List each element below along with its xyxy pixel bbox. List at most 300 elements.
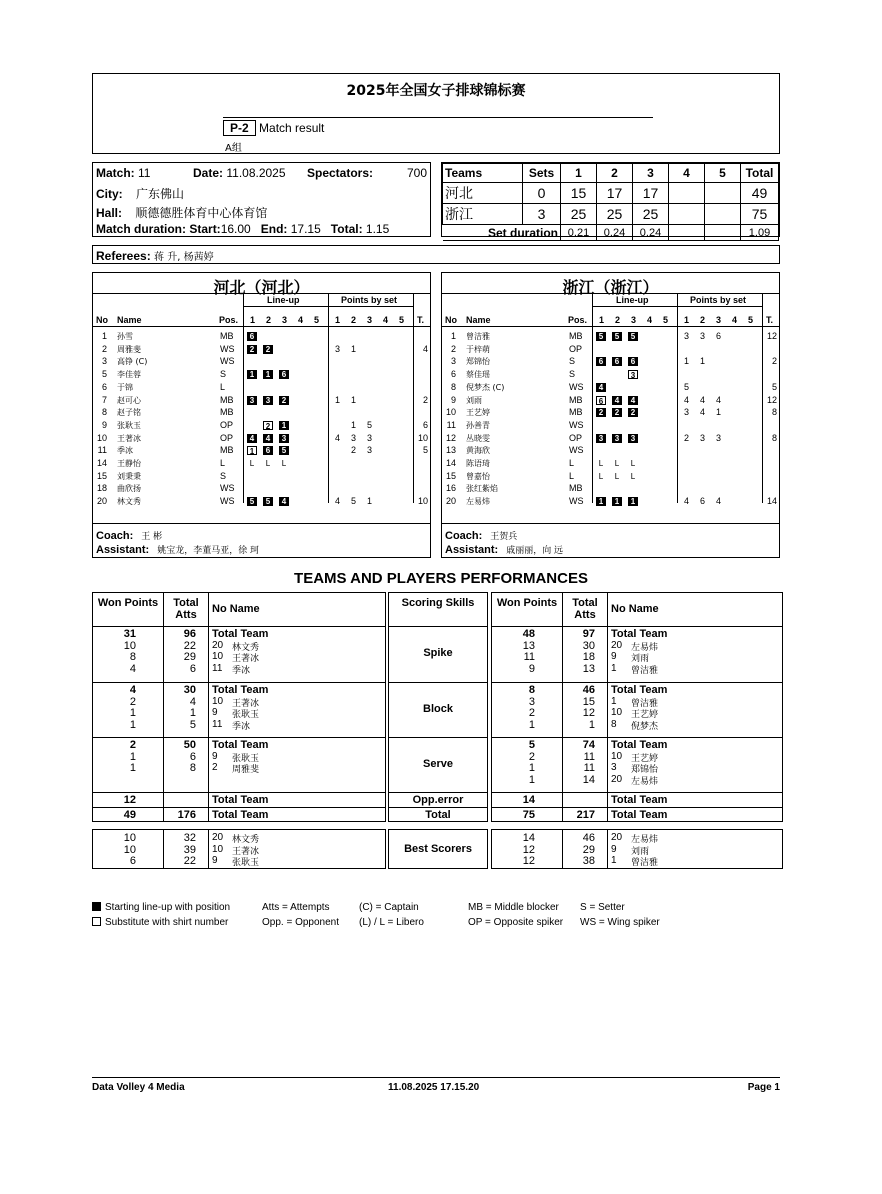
- total-atts: 30: [183, 684, 196, 696]
- player-number: 9: [450, 394, 456, 405]
- col-set2: 2: [597, 164, 633, 183]
- won-points: 2: [129, 695, 136, 708]
- total-atts: 29: [582, 843, 595, 856]
- hall-row: [96, 204, 267, 221]
- col-set5: 5: [705, 164, 741, 183]
- skill-name: Serve: [423, 757, 453, 770]
- total-atts: 13: [582, 662, 595, 675]
- filled-square-icon: [92, 902, 101, 911]
- substitute-number: 6: [596, 396, 606, 405]
- player-number: 20: [445, 496, 456, 507]
- coach-row: [96, 529, 162, 542]
- total-atts: 50: [183, 739, 196, 751]
- start-time: 16.00: [220, 222, 251, 236]
- score-table: [441, 162, 780, 240]
- best-scorers-label: Best Scorers: [404, 843, 472, 855]
- won-points-header: Won Points: [496, 597, 558, 609]
- set-points: 4: [684, 394, 690, 405]
- row-divider: [388, 682, 488, 683]
- player-name: 张耿玉: [232, 710, 260, 720]
- starting-position: 6: [628, 357, 638, 366]
- player-position: S: [220, 470, 227, 481]
- col-teams: Teams: [443, 164, 523, 183]
- total-duration: 1.15: [365, 222, 390, 236]
- set-points: 1: [351, 343, 357, 354]
- won-points: 8: [129, 651, 136, 663]
- tournament-title: 2025年全国女子排球锦标赛: [346, 83, 526, 99]
- won-points: 9: [528, 662, 535, 675]
- assistant-row: [96, 543, 259, 556]
- player-name: 孙雪: [117, 332, 133, 341]
- set5-score: [705, 183, 741, 204]
- player-row: [93, 420, 432, 432]
- starting-position: 4: [596, 383, 606, 392]
- roster-bottom-line: [442, 523, 779, 524]
- starting-position: 1: [279, 421, 289, 430]
- total-atts: 11: [583, 762, 595, 774]
- won-points: 1: [528, 718, 535, 731]
- player-name: 王静怡: [117, 459, 141, 468]
- col-lineup-set: 1: [599, 315, 605, 325]
- roster-divider: [442, 293, 779, 294]
- row-divider: [388, 737, 488, 738]
- player-number: 10: [212, 651, 224, 662]
- legend-starting: [92, 902, 230, 913]
- set-points: 1: [716, 407, 722, 418]
- coach-name: 王 彬: [141, 532, 163, 542]
- won-points: 1: [129, 707, 136, 719]
- set4-score: [669, 204, 705, 225]
- legend-op: OP = Opposite spiker: [468, 917, 564, 928]
- scoring-skills-header: Scoring Skills: [401, 597, 475, 609]
- player-position: L: [569, 458, 575, 468]
- player-total-points: 4: [422, 343, 428, 354]
- set-points: 3: [700, 331, 706, 341]
- total-label: Total:: [330, 222, 363, 236]
- total-team-label: Total Team: [212, 794, 269, 806]
- legend-libero: (L) / L = Libero: [359, 917, 424, 928]
- won-points: 6: [129, 855, 136, 867]
- row-divider: [92, 626, 386, 627]
- player-position: WS: [569, 419, 584, 430]
- starting-position: 5: [612, 332, 622, 341]
- player-number: 3: [450, 356, 456, 367]
- row-divider: [491, 626, 783, 627]
- assistant-names: 戚丽丽，向 远: [506, 546, 564, 556]
- starting-position: 3: [628, 434, 638, 443]
- player-number: 1: [611, 695, 617, 707]
- player-row: [442, 458, 781, 470]
- set-points: 4: [700, 407, 706, 418]
- player-number: 5: [101, 369, 107, 380]
- set2-score: 25: [597, 204, 633, 225]
- starting-position: 6: [279, 370, 289, 379]
- starting-position: 2: [612, 408, 622, 417]
- match-number: 11: [138, 166, 151, 180]
- won-points: 1: [528, 773, 535, 786]
- player-name: 郑锦怡: [466, 357, 490, 367]
- player-number: 20: [611, 639, 623, 651]
- player-position: L: [569, 470, 575, 481]
- starting-position: 1: [247, 370, 257, 379]
- player-name: 刘雨: [631, 654, 650, 664]
- score-row-teamB: [443, 204, 779, 225]
- col-lineup-set: 4: [647, 315, 653, 325]
- match-date-row: [193, 166, 286, 180]
- total-team-label: Total Team: [611, 809, 668, 821]
- column-divider: [208, 829, 209, 869]
- player-name: 左易炜: [631, 642, 659, 653]
- player-name: 曾嘉怡: [466, 471, 490, 481]
- report-name: Match result: [259, 121, 325, 135]
- col-points-set: 4: [732, 315, 738, 325]
- player-row: [442, 471, 781, 483]
- city-row: [96, 185, 184, 202]
- col-no: No: [445, 315, 457, 325]
- player-name: 曲欣扬: [117, 484, 141, 494]
- set-points: 4: [700, 394, 706, 405]
- row-divider: [92, 682, 386, 683]
- player-number: 10: [611, 750, 623, 762]
- player-number: 12: [445, 432, 456, 443]
- player-name: 张红紫焰: [466, 484, 498, 494]
- total-atts: 6: [189, 662, 196, 675]
- duration-label: Match duration:: [96, 222, 186, 236]
- player-number: 20: [212, 639, 224, 651]
- spectators-value: 700: [406, 166, 427, 180]
- total-atts: 12: [582, 707, 595, 719]
- col-points-set: 1: [684, 315, 690, 325]
- points-by-set-header: Points by set: [690, 295, 747, 305]
- won-points: 2: [129, 739, 136, 751]
- player-number: 2: [212, 762, 218, 773]
- lineup-header: Line-up: [267, 295, 300, 305]
- player-total-points: 14: [766, 496, 777, 507]
- player-row: [93, 471, 432, 483]
- starting-position: 2: [279, 396, 289, 405]
- col-lineup-set: 1: [250, 315, 256, 325]
- player-row: [93, 483, 432, 495]
- col-points-set: 2: [700, 315, 706, 325]
- row-divider: [491, 682, 783, 683]
- starting-position: 5: [263, 497, 273, 506]
- set-points: 6: [716, 331, 722, 341]
- spectators-row: [307, 166, 373, 180]
- assistant-label: Assistant:: [96, 544, 150, 556]
- player-number: 9: [212, 707, 218, 718]
- col-points-set: 2: [351, 315, 357, 325]
- starting-position: 3: [612, 434, 622, 443]
- player-name: 曾洁雅: [631, 858, 659, 868]
- referees-label: Referees:: [96, 249, 151, 263]
- end-time: 17.15: [290, 222, 321, 236]
- player-name: 王艺婷: [466, 408, 490, 418]
- total-atts: 46: [582, 832, 595, 844]
- referees-value: 蒋 升, 杨茜婷: [154, 252, 214, 263]
- starting-position: 4: [263, 434, 273, 443]
- match-number-row: [96, 166, 150, 180]
- col-pos: Pos.: [568, 315, 588, 325]
- team-name: 河北: [443, 183, 523, 204]
- player-position: S: [220, 369, 227, 380]
- player-name: 于锦: [117, 382, 133, 392]
- set4-duration: [669, 225, 705, 241]
- match-info-box: [92, 162, 431, 237]
- set-points: 4: [335, 496, 341, 507]
- col-total: T.: [417, 315, 425, 325]
- player-name: 林文秀: [232, 835, 260, 845]
- legend-starting-text: Starting line-up with position: [105, 902, 231, 913]
- player-number: 20: [611, 832, 623, 843]
- set5-score: [705, 204, 741, 225]
- player-row: [442, 420, 781, 432]
- player-name: 郑锦怡: [631, 765, 659, 775]
- libero-mark: L: [265, 459, 271, 468]
- total-team-label: Total Team: [611, 684, 668, 696]
- assistant-names: 姚宝龙，李董马亚，徐 珂: [157, 546, 260, 556]
- starting-position: 5: [247, 497, 257, 506]
- player-name: 张耿玉: [232, 753, 260, 764]
- set-points: 1: [335, 394, 341, 405]
- set-points: 3: [351, 432, 357, 443]
- player-position: S: [569, 369, 576, 380]
- player-name: 周雅斐: [232, 765, 260, 775]
- total-atts: 29: [183, 651, 196, 663]
- starting-position: 4: [628, 396, 638, 405]
- player-name: 赵可心: [117, 395, 141, 405]
- city-value: 广东佛山: [136, 187, 185, 201]
- starting-position: 2: [263, 345, 273, 354]
- player-number: 9: [212, 750, 218, 762]
- match-date: 11.08.2025: [226, 166, 286, 180]
- team-title: 河北（河北）: [213, 278, 310, 297]
- won-points: 12: [522, 843, 535, 856]
- set1-score: 25: [561, 204, 597, 225]
- col-set4: 4: [669, 164, 705, 183]
- player-total-points: 12: [766, 331, 777, 341]
- col-lineup-set: 2: [266, 315, 272, 325]
- player-name: 王艺婷: [631, 753, 659, 764]
- column-divider: [607, 829, 608, 869]
- player-position: MB: [569, 407, 583, 418]
- player-name: 曾洁雅: [631, 665, 659, 676]
- total-atts: 46: [582, 684, 595, 696]
- player-name: 曾洁雅: [466, 332, 490, 341]
- set3-score: 17: [633, 183, 669, 204]
- set3-duration: 0.24: [633, 225, 669, 241]
- set-points: 3: [700, 432, 706, 443]
- player-name: 刘雨: [631, 846, 650, 857]
- player-name: 于梓萌: [466, 344, 490, 354]
- col-points-set: 3: [367, 315, 373, 325]
- player-row: [442, 344, 781, 356]
- libero-mark: L: [614, 471, 620, 481]
- set-points: 1: [700, 356, 706, 367]
- player-number: 11: [212, 718, 223, 730]
- referees-box: [92, 245, 780, 264]
- player-row: [442, 445, 781, 457]
- spectators-label: Spectators:: [307, 166, 374, 180]
- subheader-underline: [592, 306, 762, 307]
- total-team-label: Total Team: [212, 628, 269, 640]
- player-name: 王著冰: [232, 846, 260, 857]
- player-position: MB: [569, 483, 583, 494]
- player-position: WS: [220, 356, 235, 367]
- player-number: 10: [96, 432, 107, 443]
- player-number: 11: [212, 662, 223, 674]
- set-points: 1: [351, 419, 357, 430]
- total-team-label: Total Team: [212, 684, 269, 696]
- player-row: [442, 483, 781, 495]
- hall-label: Hall:: [96, 206, 123, 220]
- total-set-duration: 1.09: [741, 225, 779, 241]
- row-divider: [388, 626, 488, 627]
- total-points: 75: [741, 204, 779, 225]
- legend-substitute-text: Substitute with shirt number: [105, 917, 229, 928]
- player-name: 曾洁雅: [631, 698, 659, 709]
- footer-timestamp: 11.08.2025 17.15.20: [388, 1082, 480, 1093]
- starting-position: 2: [247, 345, 257, 354]
- player-position: L: [220, 458, 226, 468]
- col-total: Total: [741, 164, 779, 183]
- city-label: City:: [96, 187, 123, 201]
- player-row: [93, 356, 432, 368]
- col-points-set: 3: [716, 315, 722, 325]
- player-number: 10: [611, 707, 623, 718]
- won-points: 11: [523, 651, 535, 663]
- set-points: 4: [684, 496, 690, 507]
- player-position: WS: [220, 483, 235, 494]
- total-atts: 32: [183, 832, 196, 844]
- assistant-row: [445, 543, 563, 556]
- player-number: 9: [611, 651, 617, 662]
- row-divider: [388, 792, 488, 793]
- legend-substitute: [92, 917, 228, 928]
- player-position: MB: [569, 394, 583, 405]
- player-total-points: 5: [771, 381, 777, 392]
- total-atts: 217: [576, 809, 595, 821]
- total-points: 49: [741, 183, 779, 204]
- player-position: MB: [220, 394, 234, 405]
- team-name: 浙江: [443, 204, 523, 225]
- player-row: [442, 407, 781, 419]
- player-position: WS: [569, 445, 584, 456]
- referees-row: [96, 248, 214, 263]
- total-atts: 97: [582, 628, 595, 640]
- legend-captain: (C) = Captain: [359, 902, 419, 913]
- player-name: 丛晓雯: [466, 433, 490, 443]
- performance-title: TEAMS AND PLAYERS PERFORMANCES: [294, 570, 588, 587]
- player-name: 刘雨: [466, 395, 482, 405]
- player-row: [93, 395, 432, 407]
- total-won: 49: [123, 809, 136, 821]
- col-lineup-set: 3: [282, 315, 288, 325]
- col-set1: 1: [561, 164, 597, 183]
- set-points: 1: [367, 496, 373, 507]
- starting-position: 3: [247, 396, 257, 405]
- row-divider: [92, 792, 386, 793]
- total-atts: 22: [183, 855, 196, 867]
- player-row: [93, 458, 432, 470]
- score-row-teamA: [443, 183, 779, 204]
- won-points: 14: [522, 832, 535, 844]
- player-total-points: 8: [771, 407, 777, 418]
- set4-score: [669, 183, 705, 204]
- player-total-points: 2: [771, 356, 777, 367]
- starting-position: 2: [628, 408, 638, 417]
- column-header-underline: [442, 326, 779, 327]
- player-row: [93, 496, 432, 508]
- legend-s: S = Setter: [580, 902, 625, 913]
- player-name: 左易炜: [466, 497, 490, 507]
- player-name: 季冰: [232, 665, 251, 676]
- set-points: 3: [335, 343, 341, 354]
- won-points: 10: [123, 832, 136, 844]
- set1-duration: 0.21: [561, 225, 597, 241]
- player-number: 1: [450, 331, 456, 341]
- won-points: 10: [123, 843, 136, 856]
- total-team-label: Total Team: [212, 809, 269, 821]
- player-position: WS: [220, 496, 235, 507]
- player-name: 高铮 (C): [117, 357, 148, 367]
- total-atts: 1: [189, 707, 196, 719]
- match-label: Match:: [96, 166, 135, 180]
- total-atts: 1: [588, 718, 595, 731]
- player-number: 10: [212, 843, 224, 855]
- footer-page: Page 1: [747, 1082, 780, 1093]
- legend-atts: Atts = Attempts: [262, 902, 330, 913]
- set-points: 3: [367, 432, 373, 443]
- player-number: 6: [101, 381, 107, 392]
- starting-position: 6: [263, 446, 273, 455]
- player-total-points: 10: [417, 496, 428, 507]
- report-id: [223, 120, 324, 136]
- player-row: [93, 433, 432, 445]
- player-name: 刘秉秉: [117, 471, 141, 481]
- player-name: 孙善青: [466, 420, 490, 430]
- player-row: [442, 356, 781, 368]
- player-number: 6: [450, 369, 456, 380]
- player-number: 8: [101, 407, 107, 418]
- total-atts: 14: [582, 773, 595, 786]
- total-atts: 30: [582, 639, 595, 652]
- starting-position: 4: [279, 497, 289, 506]
- player-position: WS: [220, 343, 235, 354]
- won-points: 13: [522, 639, 535, 652]
- subheader-underline: [243, 306, 413, 307]
- player-number: 1: [611, 662, 617, 674]
- set2-score: 17: [597, 183, 633, 204]
- set-points: 3: [684, 407, 690, 418]
- column-divider: [562, 829, 563, 869]
- player-name: 黄海欣: [466, 446, 490, 456]
- player-row: [93, 344, 432, 356]
- won-points: 1: [528, 762, 535, 774]
- starting-position: 4: [612, 396, 622, 405]
- player-number: 18: [96, 483, 107, 494]
- player-row: [93, 382, 432, 394]
- libero-mark: L: [249, 459, 255, 468]
- substitute-number: 1: [247, 446, 257, 455]
- player-name: 左易炜: [631, 776, 659, 787]
- starting-position: 1: [628, 497, 638, 506]
- total-won: 75: [522, 809, 535, 821]
- set-points: 4: [716, 496, 722, 507]
- player-total-points: 12: [766, 394, 777, 405]
- player-name: 周雅斐: [117, 344, 141, 354]
- won-points-header: Won Points: [97, 597, 159, 609]
- player-position: L: [220, 381, 226, 392]
